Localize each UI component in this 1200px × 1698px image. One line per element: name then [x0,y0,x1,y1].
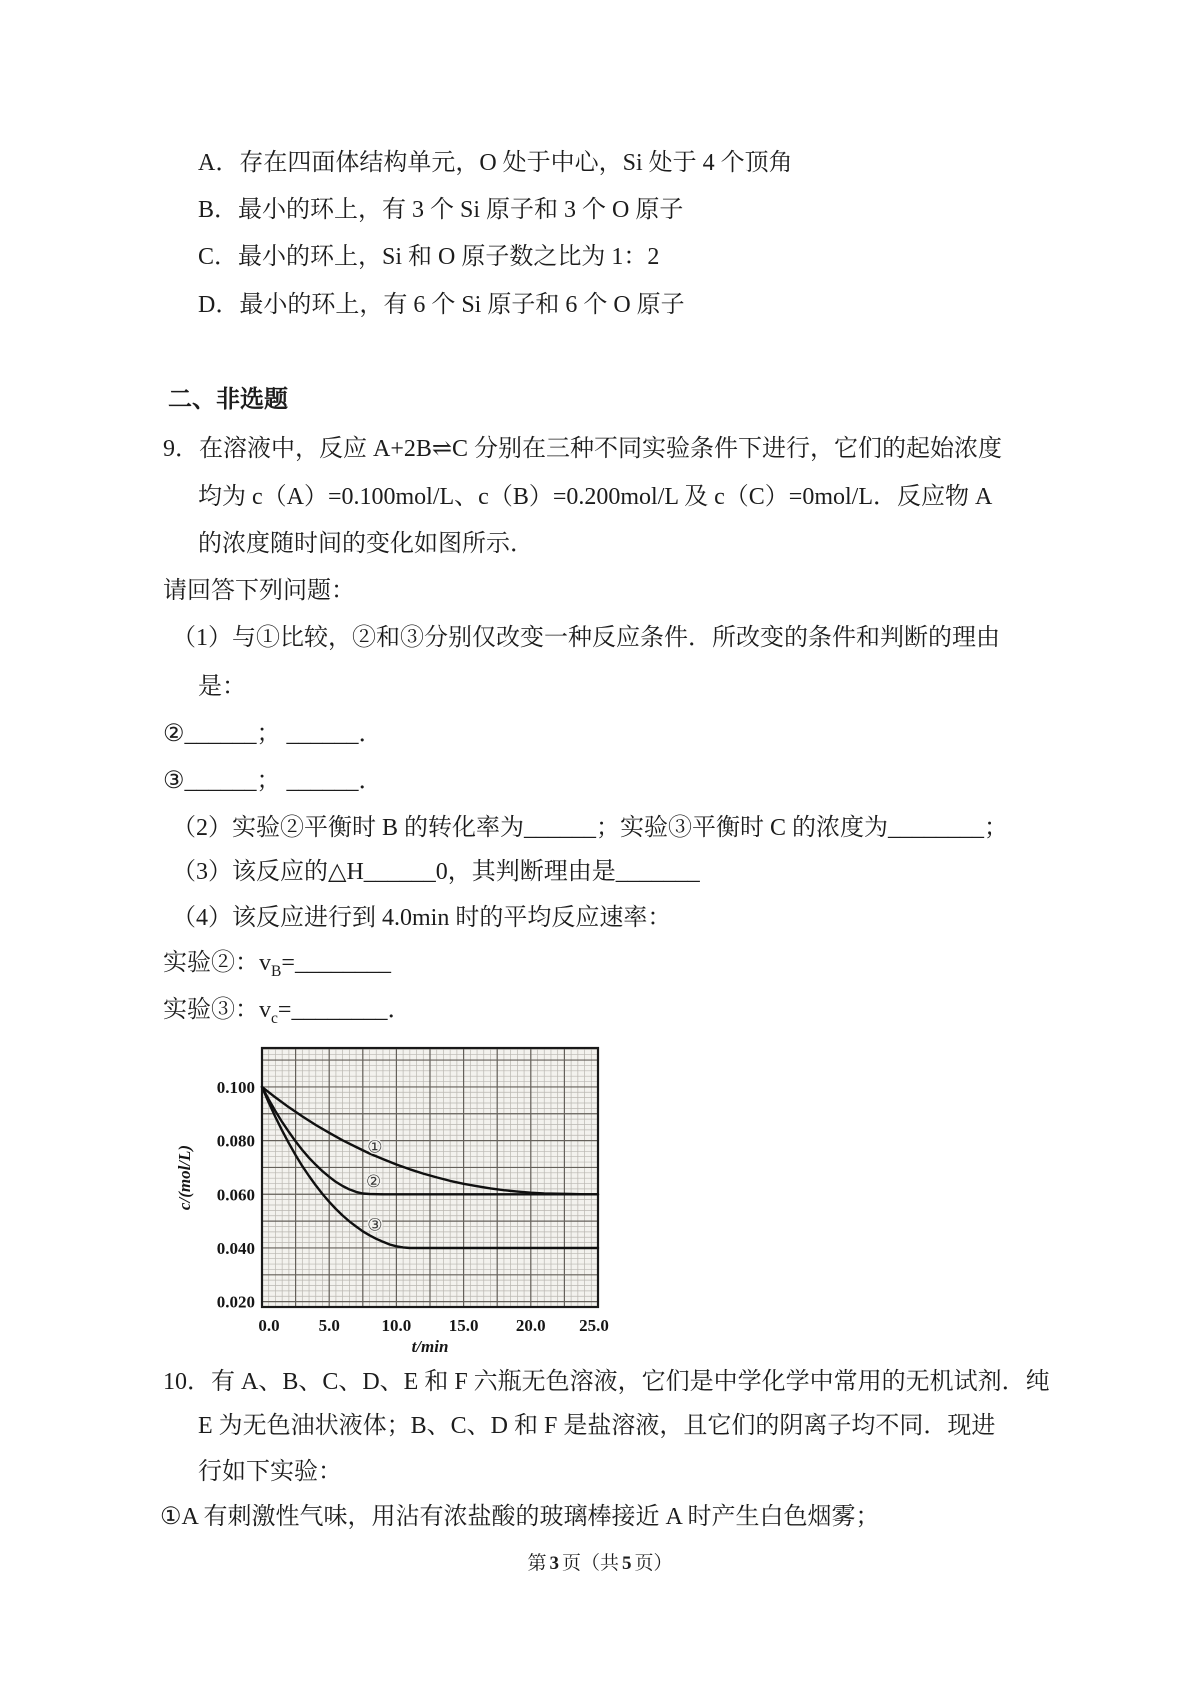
exp3-blank: =________． [277,997,412,1023]
exp2-subscript: B [271,962,282,980]
q9-sub1-line-1: （1）与①比较，②和③分别仅改变一种反应条件．所改变的条件和判断的理由 [172,625,1000,651]
chart-svg [168,1040,638,1358]
option-a: A．存在四面体结构单元，O 处于中心，Si 处于 4 个顶角 [198,150,793,176]
option-d: D．最小的环上，有 6 个 Si 原子和 6 个 O 原子 [198,292,685,318]
exp3-prefix: 实验③：v [163,997,271,1023]
y-tick-label: 0.100 [216,1077,255,1097]
concentration-time-chart [168,1040,638,1358]
exp2-blank: =________ [281,950,391,976]
q9-blank-3: ③______； ______． [163,768,383,794]
footer-text-1: 第 [527,1553,547,1574]
q9-line-1: 9．在溶液中，反应 A+2B⇌C 分别在三种不同实验条件下进行，它们的起始浓度 [163,436,1002,462]
q9-blank-2: ②______； ______． [163,721,383,747]
q10-line-3: 行如下实验： [198,1459,342,1485]
curve-label-1: ① [367,1137,383,1158]
option-b: B．最小的环上，有 3 个 Si 原子和 3 个 O 原子 [198,197,684,223]
footer-text-2: 页（共 [561,1553,619,1574]
x-tick-label: 5.0 [318,1316,340,1335]
y-tick-label: 0.040 [216,1239,255,1258]
option-c: C．最小的环上，Si 和 O 原子数之比为 1：2 [198,244,660,270]
footer-text-3: 页） [634,1553,673,1574]
curve-label-3: ③ [367,1215,383,1236]
page-footer [0,1548,1200,1575]
x-tick-label: 25.0 [579,1316,609,1335]
q9-sub1-line-2: 是： [198,674,246,700]
q9-sub3: （3）该反应的△H______0，其判断理由是_______ [172,859,700,885]
exp3-subscript: c [271,1009,278,1027]
q10-line-1: 10．有 A、B、C、D、E 和 F 六瓶无色溶液，它们是中学化学中常用的无机试剂．纯 [163,1369,1050,1395]
y-tick-label: 0.020 [216,1292,255,1312]
x-tick-label: 20.0 [515,1316,546,1335]
x-axis-title: t/min [411,1337,449,1356]
q9-sub2: （2）实验②平衡时 B 的转化率为______；实验③平衡时 C 的浓度为________； [172,815,1009,841]
x-tick-label: 15.0 [448,1316,479,1335]
x-tick-label: 0.0 [258,1316,280,1335]
q10-line-2: E 为无色油状液体；B、C、D 和 F 是盐溶液，且它们的阴离子均不同．现进 [198,1413,996,1439]
footer-total-pages: 5 [622,1553,632,1574]
q9-sub4: （4）该反应进行到 4.0min 时的平均反应速率： [172,905,672,931]
y-axis-title: c/(mol/L) [175,1144,194,1211]
section-header: 二、非选题 [168,387,288,413]
footer-page-number: 3 [549,1553,559,1574]
x-tick-label: 10.0 [381,1316,412,1335]
q9-prompt: 请回答下列问题： [163,578,355,604]
q9-exp3-rate [163,995,411,1025]
y-tick-label: 0.060 [216,1185,255,1205]
exp2-prefix: 实验②：v [163,950,271,976]
curve-label-2: ② [365,1171,382,1192]
q10-line-4: ①A 有刺激性气味，用沾有浓盐酸的玻璃棒接近 A 时产生白色烟雾； [160,1504,880,1530]
q9-exp2-rate [163,948,391,978]
q9-line-3: 的浓度随时间的变化如图所示． [198,531,534,557]
q9-line-2: 均为 c（A）=0.100mol/L、c（B）=0.200mol/L 及 c（C）=0mol/L．反应物 A [198,484,993,510]
y-tick-label: 0.080 [216,1131,255,1151]
